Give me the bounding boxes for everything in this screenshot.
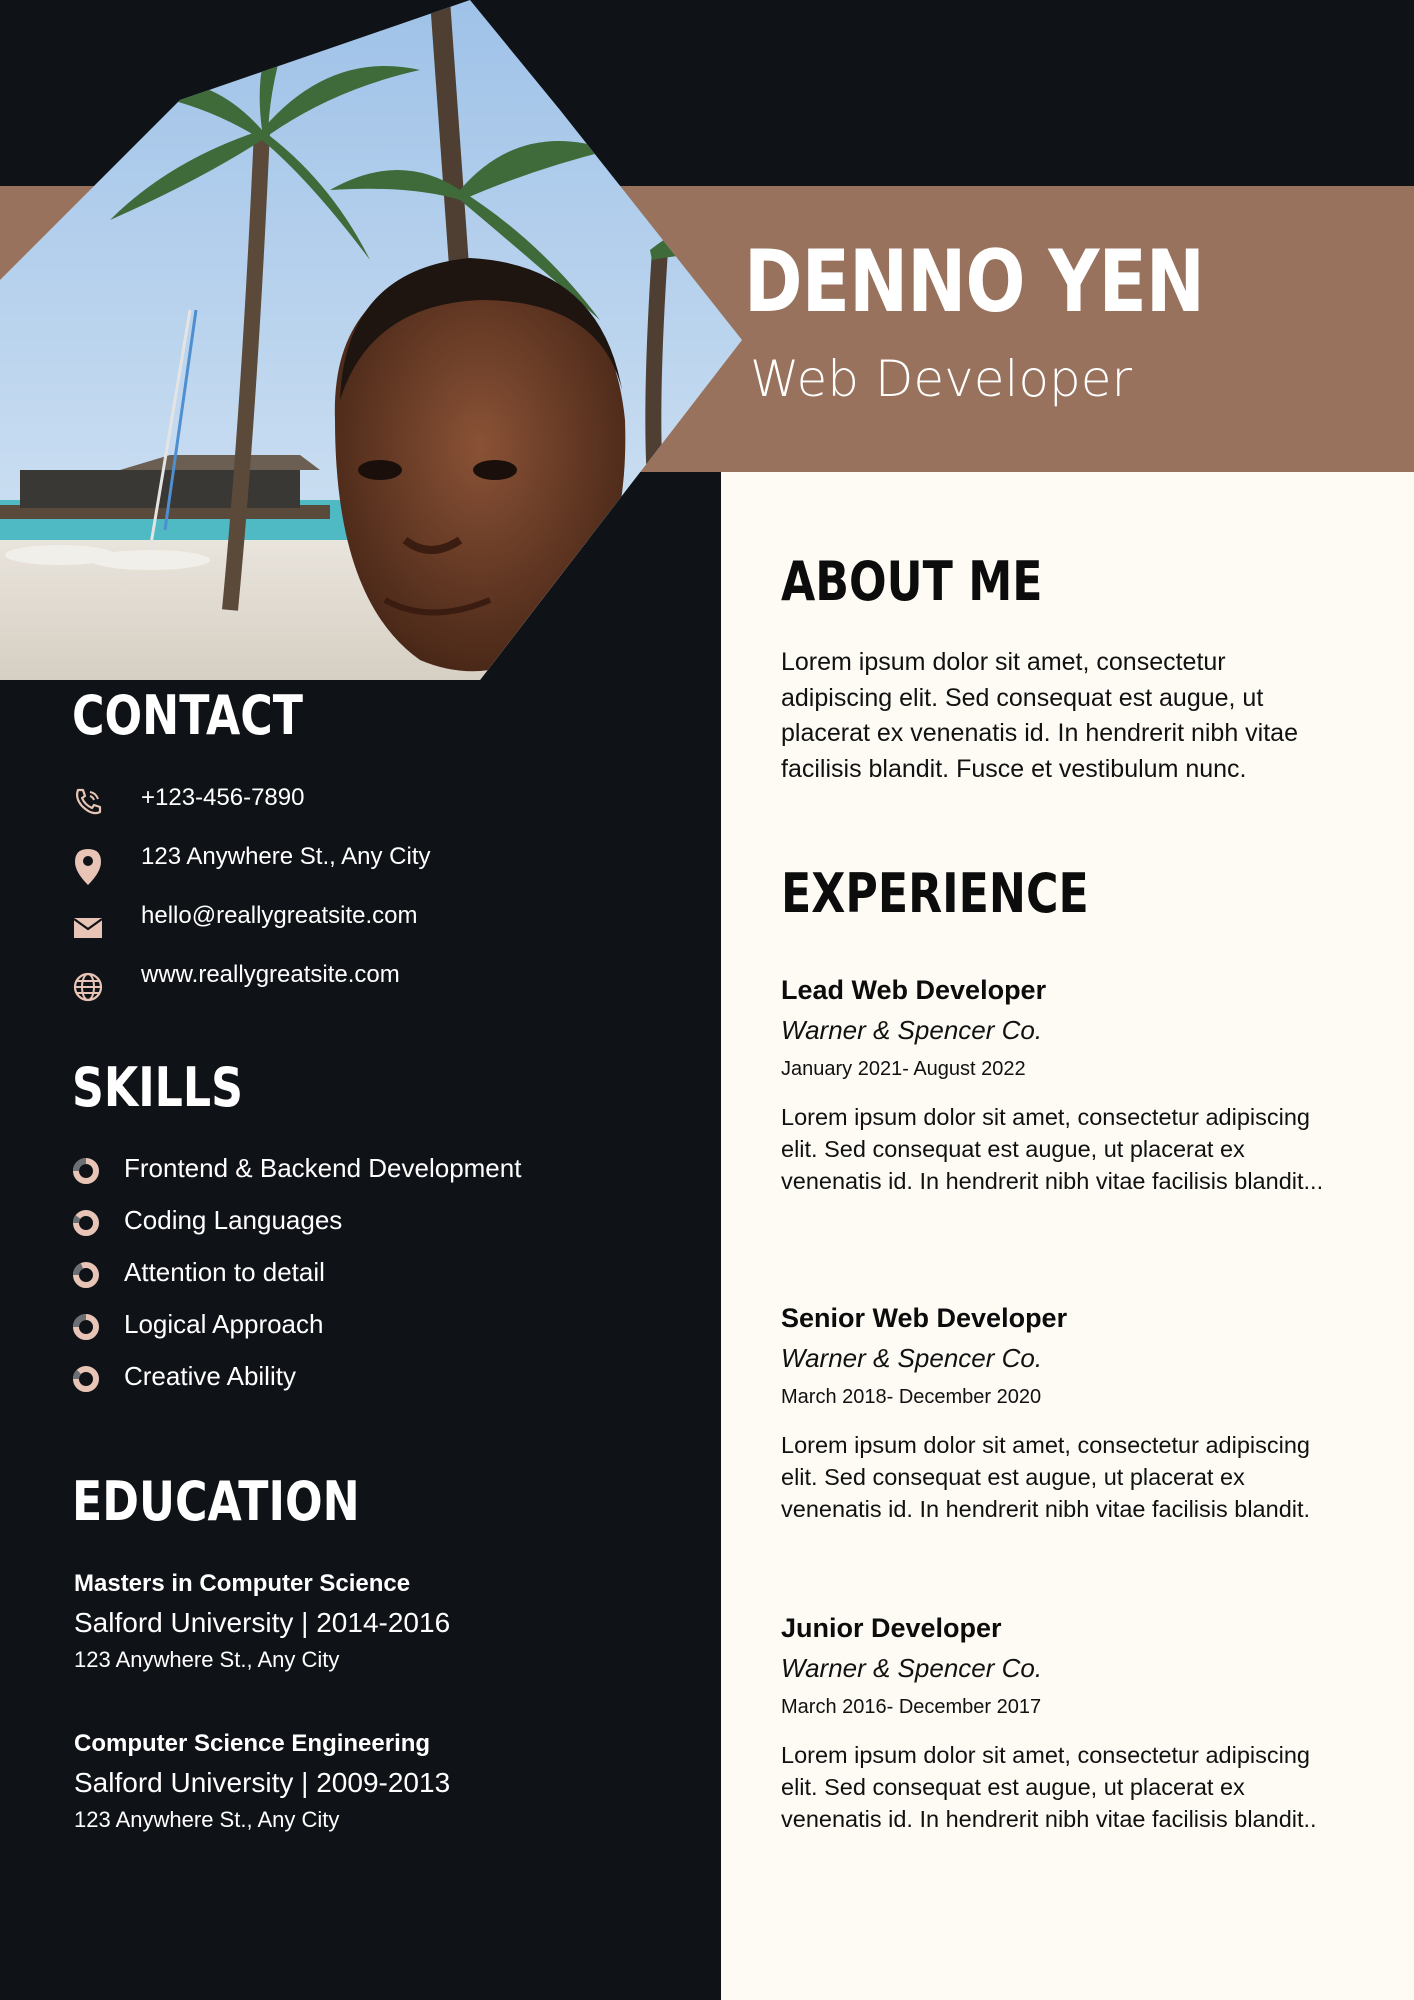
contact-heading: CONTACT <box>72 684 303 747</box>
job-company: Warner & Spencer Co. <box>781 1015 1043 1045</box>
job-title: Lead Web Developer <box>781 975 1047 1005</box>
skill-label: Logical Approach <box>124 1309 324 1339</box>
skill-item <box>72 1361 632 1397</box>
skill-item <box>72 1153 632 1189</box>
address-text: 123 Anywhere St., Any City <box>141 843 431 870</box>
mail-icon <box>72 912 104 944</box>
contact-phone <box>72 784 632 824</box>
job-description: Lorem ipsum dolor sit amet, consectetur adipiscing elit. Sed consequat est augue, ut placerat ex venenatis id. In hendrerit nibh vitae facilisis blandit. <box>781 1432 1311 1522</box>
skill-ring-icon <box>72 1209 100 1237</box>
education-address: 123 Anywhere St., Any City <box>74 1807 340 1832</box>
candidate-name: DENNO YEN <box>744 232 1205 332</box>
skill-ring-icon <box>72 1313 100 1341</box>
education-degree: Masters in Computer Science <box>74 1570 411 1597</box>
skills-heading: SKILLS <box>72 1056 244 1119</box>
candidate-role: Web Developer <box>750 350 1133 408</box>
skill-item <box>72 1257 632 1293</box>
skill-item <box>72 1309 632 1345</box>
education-address: 123 Anywhere St., Any City <box>74 1647 340 1672</box>
website-text: www.reallygreatsite.com <box>141 961 400 988</box>
job-dates: January 2021- August 2022 <box>781 1058 1026 1080</box>
job-description: Lorem ipsum dolor sit amet, consectetur adipiscing elit. Sed consequat est augue, ut placerat ex venenatis id. In hendrerit nibh vitae facilisis blandit.. <box>781 1742 1317 1832</box>
about-heading: ABOUT ME <box>781 550 1043 613</box>
email-text: hello@reallygreatsite.com <box>141 902 418 929</box>
job-dates: March 2018- December 2020 <box>781 1386 1042 1408</box>
skill-item <box>72 1205 632 1241</box>
phone-text: +123-456-7890 <box>141 784 305 811</box>
globe-icon <box>72 971 104 1003</box>
job-description: Lorem ipsum dolor sit amet, consectetur adipiscing elit. Sed consequat est augue, ut placerat ex venenatis id. In hendrerit nibh vitae facilisis blandit... <box>781 1104 1324 1194</box>
education-heading: EDUCATION <box>72 1470 360 1533</box>
phone-icon <box>72 786 104 818</box>
skill-label: Frontend & Backend Development <box>124 1153 522 1183</box>
education-school: Salford University | 2014-2016 <box>74 1607 451 1638</box>
skill-label: Creative Ability <box>124 1361 296 1391</box>
education-school: Salford University | 2009-2013 <box>74 1767 451 1798</box>
education-degree: Computer Science Engineering <box>74 1730 431 1757</box>
contact-address <box>72 843 632 883</box>
job-dates: March 2016- December 2017 <box>781 1696 1042 1718</box>
experience-heading: EXPERIENCE <box>781 862 1089 925</box>
job-title: Senior Web Developer <box>781 1303 1068 1333</box>
job-company: Warner & Spencer Co. <box>781 1343 1043 1373</box>
skill-ring-icon <box>72 1157 100 1185</box>
skill-label: Attention to detail <box>124 1257 325 1287</box>
about-text: Lorem ipsum dolor sit amet, consectetur adipiscing elit. Sed consequat est augue, ut placerat ex venenatis id. In hendrerit nibh vitae facilisis blandit. Fusce et vestibulum nunc. <box>781 648 1298 783</box>
skill-label: Coding Languages <box>124 1205 343 1235</box>
skill-ring-icon <box>72 1365 100 1393</box>
location-pin-icon <box>72 845 104 889</box>
skill-ring-icon <box>72 1261 100 1289</box>
contact-website <box>72 961 632 1001</box>
job-title: Junior Developer <box>781 1613 1002 1643</box>
job-company: Warner & Spencer Co. <box>781 1653 1043 1683</box>
contact-email <box>72 902 632 942</box>
